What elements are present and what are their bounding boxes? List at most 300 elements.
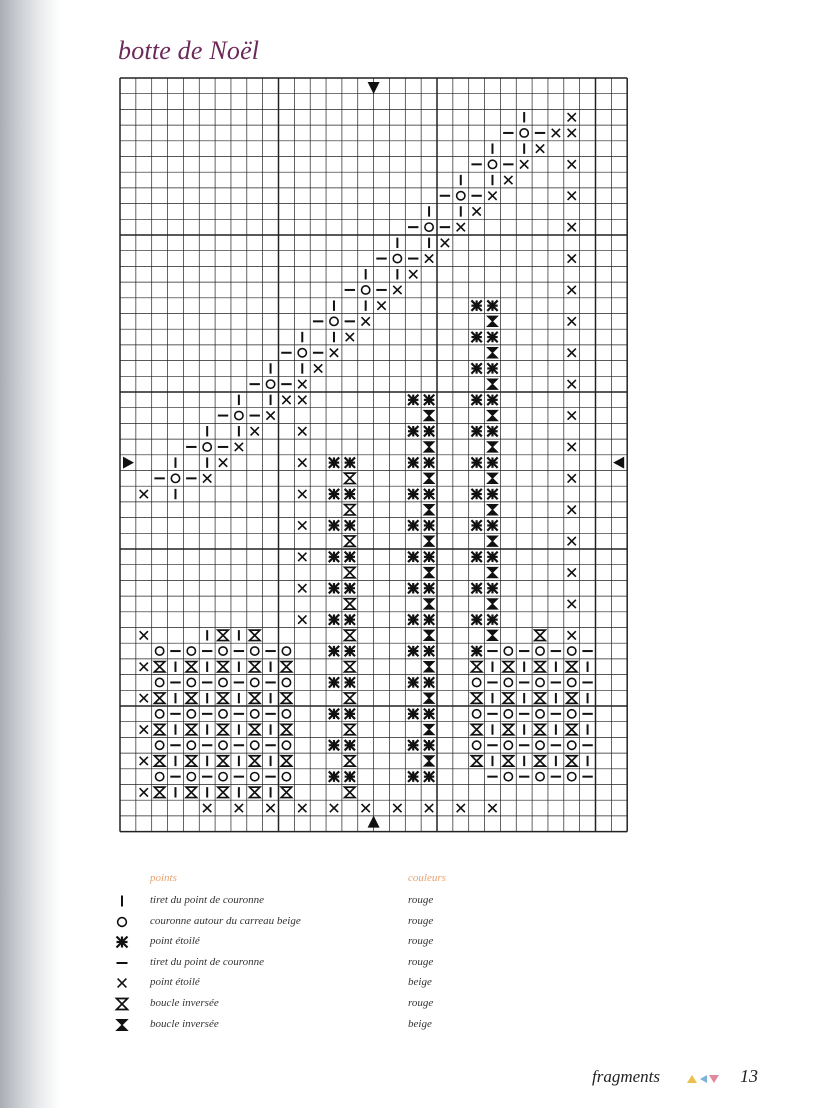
legend-label: boucle inversée [150,1017,219,1030]
hourglass-outline-icon [114,996,130,1012]
stitch-cross-icon [346,333,354,341]
stitch-cross-icon [282,396,290,404]
stitch-hourglass-outline-icon [250,662,260,672]
stitch-star-icon [408,457,418,467]
stitch-star-icon [408,740,418,750]
legend-label: tiret du point de couronne [150,955,265,968]
stitch-circle-icon [282,647,290,655]
star-icon [114,934,130,950]
stitch-hourglass-outline-icon [250,724,260,734]
stitch-circle-icon [155,678,163,686]
stitch-circle-icon [155,647,163,655]
stitch-circle-icon [472,741,480,749]
stitch-circle-icon [187,772,195,780]
stitch-cross-icon [140,788,148,796]
stitch-hourglass-outline-icon [218,756,228,766]
stitch-cross-icon [203,804,211,812]
stitch-hourglass-outline-icon [186,787,196,797]
stitch-hourglass-outline-icon [218,787,228,797]
stitch-circle-icon [568,678,576,686]
stitch-cross-icon [251,427,259,435]
stitch-hourglass-outline-icon [154,724,164,734]
stitch-cross-icon [568,411,576,419]
stitch-hourglass-outline-icon [535,662,545,672]
stitch-circle-icon [219,710,227,718]
stitch-hourglass-outline-icon [281,693,291,703]
stitch-cross-icon [472,207,480,215]
stitch-hourglass-filled-icon [487,630,497,640]
stitch-star-icon [345,552,355,562]
stitch-hourglass-outline-icon [567,724,577,734]
stitch-hourglass-outline-icon [218,662,228,672]
stitch-hourglass-outline-icon [567,756,577,766]
stitch-cross-icon [298,380,306,388]
stitch-pattern [140,112,593,812]
stitch-hourglass-filled-icon [424,756,434,766]
stitch-cross-icon [298,490,306,498]
cross-stitch-chart [100,70,660,860]
stitch-cross-icon [568,254,576,262]
legend-color: rouge [408,894,434,906]
stitch-hourglass-outline-icon [186,662,196,672]
stitch-hourglass-outline-icon [471,662,481,672]
stitch-circle-icon [536,710,544,718]
stitch-hourglass-outline-icon [567,662,577,672]
stitch-circle-icon [187,647,195,655]
legend-colors-header: couleurs [408,872,446,884]
stitch-star-icon [329,709,339,719]
stitch-circle-icon [393,254,401,262]
stitch-star-icon [408,646,418,656]
stitch-cross-icon [568,192,576,200]
stitch-star-icon [424,552,434,562]
stitch-circle-icon [251,741,259,749]
stitch-star-icon [487,614,497,624]
stitch-hourglass-filled-icon [487,379,497,389]
stitch-hourglass-outline-icon [218,693,228,703]
chart-grid [120,78,627,832]
stitch-star-icon [471,646,481,656]
stitch-star-icon [329,457,339,467]
legend-points-header: points [150,872,177,884]
legend-color: beige [408,976,432,989]
stitch-cross-icon [203,474,211,482]
stitch-star-icon [408,426,418,436]
stitch-circle-icon [568,741,576,749]
stitch-circle-icon [362,286,370,294]
stitch-circle-icon [171,474,179,482]
stitch-star-icon [345,614,355,624]
stitch-star-icon [329,489,339,499]
arrows-icon [685,1074,721,1084]
stitch-hourglass-filled-icon [487,348,497,358]
stitch-circle-icon [155,741,163,749]
stitch-cross-icon [536,144,544,152]
stitch-circle-icon [266,380,274,388]
legend-row [112,913,532,931]
stitch-circle-icon [536,678,544,686]
stitch-hourglass-outline-icon [503,662,513,672]
stitch-star-icon [487,332,497,342]
stitch-cross-icon [393,804,401,812]
stitch-hourglass-filled-icon [487,473,497,483]
stitch-cross-icon [362,317,370,325]
stitch-star-icon [408,583,418,593]
center-marker-right-icon [613,457,624,469]
stitch-circle-icon [251,710,259,718]
section-name: fragments [592,1067,660,1086]
stitch-star-icon [329,552,339,562]
stitch-star-icon [424,520,434,530]
stitch-star-icon [408,677,418,687]
stitch-star-icon [487,363,497,373]
stitch-circle-icon [425,223,433,231]
stitch-star-icon [424,677,434,687]
stitch-hourglass-outline-icon [154,662,164,672]
stitch-hourglass-filled-icon [424,662,434,672]
legend-label: couronne autour du carreau beige [150,914,301,927]
stitch-hourglass-filled-icon [424,599,434,609]
stitch-star-icon [471,614,481,624]
stitch-hourglass-outline-icon [503,756,513,766]
stitch-hourglass-outline-icon [535,630,545,640]
stitch-star-icon [329,646,339,656]
stitch-hourglass-outline-icon [567,693,577,703]
stitch-circle-icon [219,647,227,655]
stitch-cross-icon [140,490,148,498]
stitch-star-icon [408,771,418,781]
stitch-circle-icon [568,772,576,780]
stitch-hourglass-outline-icon [186,756,196,766]
stitch-star-icon [471,332,481,342]
stitch-hourglass-outline-icon [503,693,513,703]
stitch-hourglass-outline-icon [345,662,355,672]
stitch-star-icon [424,583,434,593]
stitch-hourglass-filled-icon [487,536,497,546]
stitch-star-icon [471,489,481,499]
stitch-cross-icon [235,443,243,451]
stitch-circle-icon [219,741,227,749]
stitch-cross-icon [488,192,496,200]
stitch-hourglass-outline-icon [186,724,196,734]
stitch-cross-icon [298,521,306,529]
stitch-hourglass-outline-icon [250,756,260,766]
stitch-circle-icon [155,772,163,780]
stitch-star-icon [471,457,481,467]
legend-color: rouge [408,997,434,1009]
stitch-hourglass-outline-icon [345,599,355,609]
legend-color: rouge [408,914,434,927]
stitch-hourglass-outline-icon [345,724,355,734]
stitch-cross-icon [568,380,576,388]
stitch-star-icon [487,552,497,562]
stitch-cross-icon [441,239,449,247]
stitch-hourglass-outline-icon [281,662,291,672]
stitch-hourglass-filled-icon [424,536,434,546]
stitch-star-icon [408,489,418,499]
stitch-hourglass-outline-icon [281,756,291,766]
stitch-circle-icon [219,678,227,686]
legend-row [112,933,532,951]
stitch-cross-icon [568,223,576,231]
stitch-cross-icon [520,160,528,168]
page-title: botte de Noël [118,36,260,65]
stitch-circle-icon [504,647,512,655]
stitch-cross-icon [568,129,576,137]
stitch-cross-icon [568,568,576,576]
stitch-star-icon [345,740,355,750]
stitch-star-icon [408,614,418,624]
stitch-star-icon [329,583,339,593]
stitch-cross-icon [140,725,148,733]
stitch-cross-icon [298,804,306,812]
stitch-star-icon [408,552,418,562]
stitch-hourglass-outline-icon [345,567,355,577]
stitch-circle-icon [457,192,465,200]
stitch-hourglass-outline-icon [345,693,355,703]
stitch-hourglass-filled-icon [424,724,434,734]
stitch-cross-icon [457,804,465,812]
stitch-hourglass-outline-icon [250,630,260,640]
stitch-star-icon [471,583,481,593]
stitch-star-icon [487,426,497,436]
stitch-cross-icon [568,349,576,357]
stitch-cross-icon [393,286,401,294]
stitch-cross-icon [504,176,512,184]
stitch-star-icon [408,395,418,405]
stitch-star-icon [345,489,355,499]
stitch-cross-icon [140,694,148,702]
stitch-hourglass-outline-icon [186,693,196,703]
vertical-bar-icon [114,893,130,909]
stitch-circle-icon [520,129,528,137]
stitch-hourglass-outline-icon [250,787,260,797]
stitch-star-icon [424,771,434,781]
stitch-cross-icon [298,553,306,561]
stitch-star-icon [408,709,418,719]
stitch-hourglass-outline-icon [154,756,164,766]
stitch-cross-icon [568,160,576,168]
stitch-cross-icon [298,615,306,623]
stitch-star-icon [424,489,434,499]
stitch-cross-icon [568,600,576,608]
stitch-star-icon [424,395,434,405]
stitch-circle-icon [251,678,259,686]
stitch-circle-icon [187,678,195,686]
stitch-star-icon [424,646,434,656]
stitch-cross-icon [266,804,274,812]
stitch-cross-icon [377,301,385,309]
stitch-cross-icon [314,364,322,372]
stitch-cross-icon [298,427,306,435]
stitch-hourglass-outline-icon [345,473,355,483]
stitch-circle-icon [536,741,544,749]
stitch-cross-icon [330,349,338,357]
stitch-star-icon [424,740,434,750]
stitch-star-icon [345,709,355,719]
cross-icon [114,975,130,991]
stitch-star-icon [329,677,339,687]
center-marker-bottom-icon [368,816,380,828]
stitch-hourglass-filled-icon [424,473,434,483]
stitch-star-icon [408,520,418,530]
stitch-hourglass-filled-icon [424,630,434,640]
stitch-star-icon [345,677,355,687]
stitch-star-icon [487,457,497,467]
stitch-star-icon [424,709,434,719]
stitch-circle-icon [504,678,512,686]
stitch-hourglass-outline-icon [154,693,164,703]
stitch-cross-icon [457,223,465,231]
stitch-hourglass-filled-icon [424,442,434,452]
stitch-star-icon [487,300,497,310]
stitch-circle-icon [219,772,227,780]
legend-row [112,1016,532,1034]
stitch-cross-icon [568,631,576,639]
stitch-star-icon [471,426,481,436]
book-binding-shadow [0,0,60,1108]
stitch-hourglass-outline-icon [218,724,228,734]
stitch-hourglass-outline-icon [535,724,545,734]
horizontal-bar-icon [114,955,130,971]
stitch-star-icon [345,457,355,467]
stitch-circle-icon [330,317,338,325]
stitch-star-icon [329,771,339,781]
stitch-circle-icon [251,647,259,655]
stitch-cross-icon [235,804,243,812]
stitch-star-icon [487,395,497,405]
stitch-circle-icon [536,772,544,780]
stitch-hourglass-filled-icon [424,567,434,577]
center-marker-top-icon [368,82,380,94]
stitch-cross-icon [140,757,148,765]
stitch-circle-icon [504,710,512,718]
stitch-hourglass-outline-icon [345,756,355,766]
stitch-star-icon [329,740,339,750]
center-marker-left-icon [123,457,134,469]
stitch-star-icon [487,583,497,593]
stitch-star-icon [471,300,481,310]
stitch-cross-icon [140,631,148,639]
stitch-cross-icon [568,317,576,325]
stitch-cross-icon [488,804,496,812]
stitch-cross-icon [409,270,417,278]
stitch-hourglass-outline-icon [218,630,228,640]
stitch-star-icon [424,426,434,436]
stitch-circle-icon [472,678,480,686]
stitch-hourglass-filled-icon [424,693,434,703]
stitch-hourglass-outline-icon [471,693,481,703]
stitch-hourglass-outline-icon [250,693,260,703]
stitch-hourglass-filled-icon [424,410,434,420]
stitch-hourglass-outline-icon [471,724,481,734]
legend-row [112,892,532,910]
stitch-cross-icon [219,458,227,466]
stitch-circle-icon [282,772,290,780]
stitch-circle-icon [472,710,480,718]
legend-row [112,974,532,992]
stitch-hourglass-outline-icon [535,693,545,703]
stitch-star-icon [487,520,497,530]
stitch-cross-icon [362,804,370,812]
stitch-star-icon [471,520,481,530]
legend-row [112,995,532,1013]
stitch-hourglass-outline-icon [345,505,355,515]
stitch-hourglass-filled-icon [487,442,497,452]
stitch-cross-icon [298,458,306,466]
stitch-hourglass-filled-icon [487,567,497,577]
stitch-cross-icon [568,474,576,482]
stitch-cross-icon [568,537,576,545]
legend-color: beige [408,1017,432,1030]
stitch-star-icon [329,614,339,624]
stitch-hourglass-outline-icon [345,536,355,546]
stitch-circle-icon [298,349,306,357]
stitch-star-icon [345,646,355,656]
legend-row [112,954,532,972]
legend-label: boucle inversée [150,997,219,1009]
stitch-circle-icon [187,710,195,718]
stitch-cross-icon [330,804,338,812]
stitch-star-icon [345,771,355,781]
legend-label: tiret du point de couronne [150,894,265,906]
stitch-star-icon [329,520,339,530]
stitch-circle-icon [203,443,211,451]
stitch-cross-icon [425,254,433,262]
stitch-star-icon [471,552,481,562]
stitch-circle-icon [504,741,512,749]
stitch-cross-icon [425,804,433,812]
stitch-circle-icon [568,710,576,718]
stitch-circle-icon [235,411,243,419]
stitch-hourglass-filled-icon [487,410,497,420]
stitch-hourglass-filled-icon [487,505,497,515]
stitch-cross-icon [140,663,148,671]
stitch-hourglass-outline-icon [471,756,481,766]
stitch-circle-icon [251,772,259,780]
stitch-star-icon [345,583,355,593]
stitch-cross-icon [298,584,306,592]
stitch-star-icon [471,395,481,405]
hourglass-filled-icon [114,1017,130,1033]
stitch-circle-icon [504,772,512,780]
stitch-star-icon [487,489,497,499]
stitch-hourglass-outline-icon [281,787,291,797]
stitch-hourglass-outline-icon [503,724,513,734]
stitch-circle-icon [488,160,496,168]
stitch-hourglass-filled-icon [487,599,497,609]
stitch-hourglass-outline-icon [535,756,545,766]
stitch-circle-icon [282,741,290,749]
stitch-circle-icon [536,647,544,655]
stitch-star-icon [471,363,481,373]
stitch-circle-icon [282,678,290,686]
stitch-star-icon [424,614,434,624]
legend-label: point étoilé [150,935,200,948]
stitch-star-icon [345,520,355,530]
stitch-circle-icon [282,710,290,718]
stitch-cross-icon [568,506,576,514]
stitch-cross-icon [568,113,576,121]
stitch-cross-icon [298,396,306,404]
stitch-circle-icon [568,647,576,655]
legend-color: rouge [408,935,434,948]
legend-color: rouge [408,955,434,968]
stitch-hourglass-filled-icon [487,316,497,326]
stitch-cross-icon [568,286,576,294]
page-number: 13 [740,1066,758,1086]
stitch-hourglass-outline-icon [345,787,355,797]
